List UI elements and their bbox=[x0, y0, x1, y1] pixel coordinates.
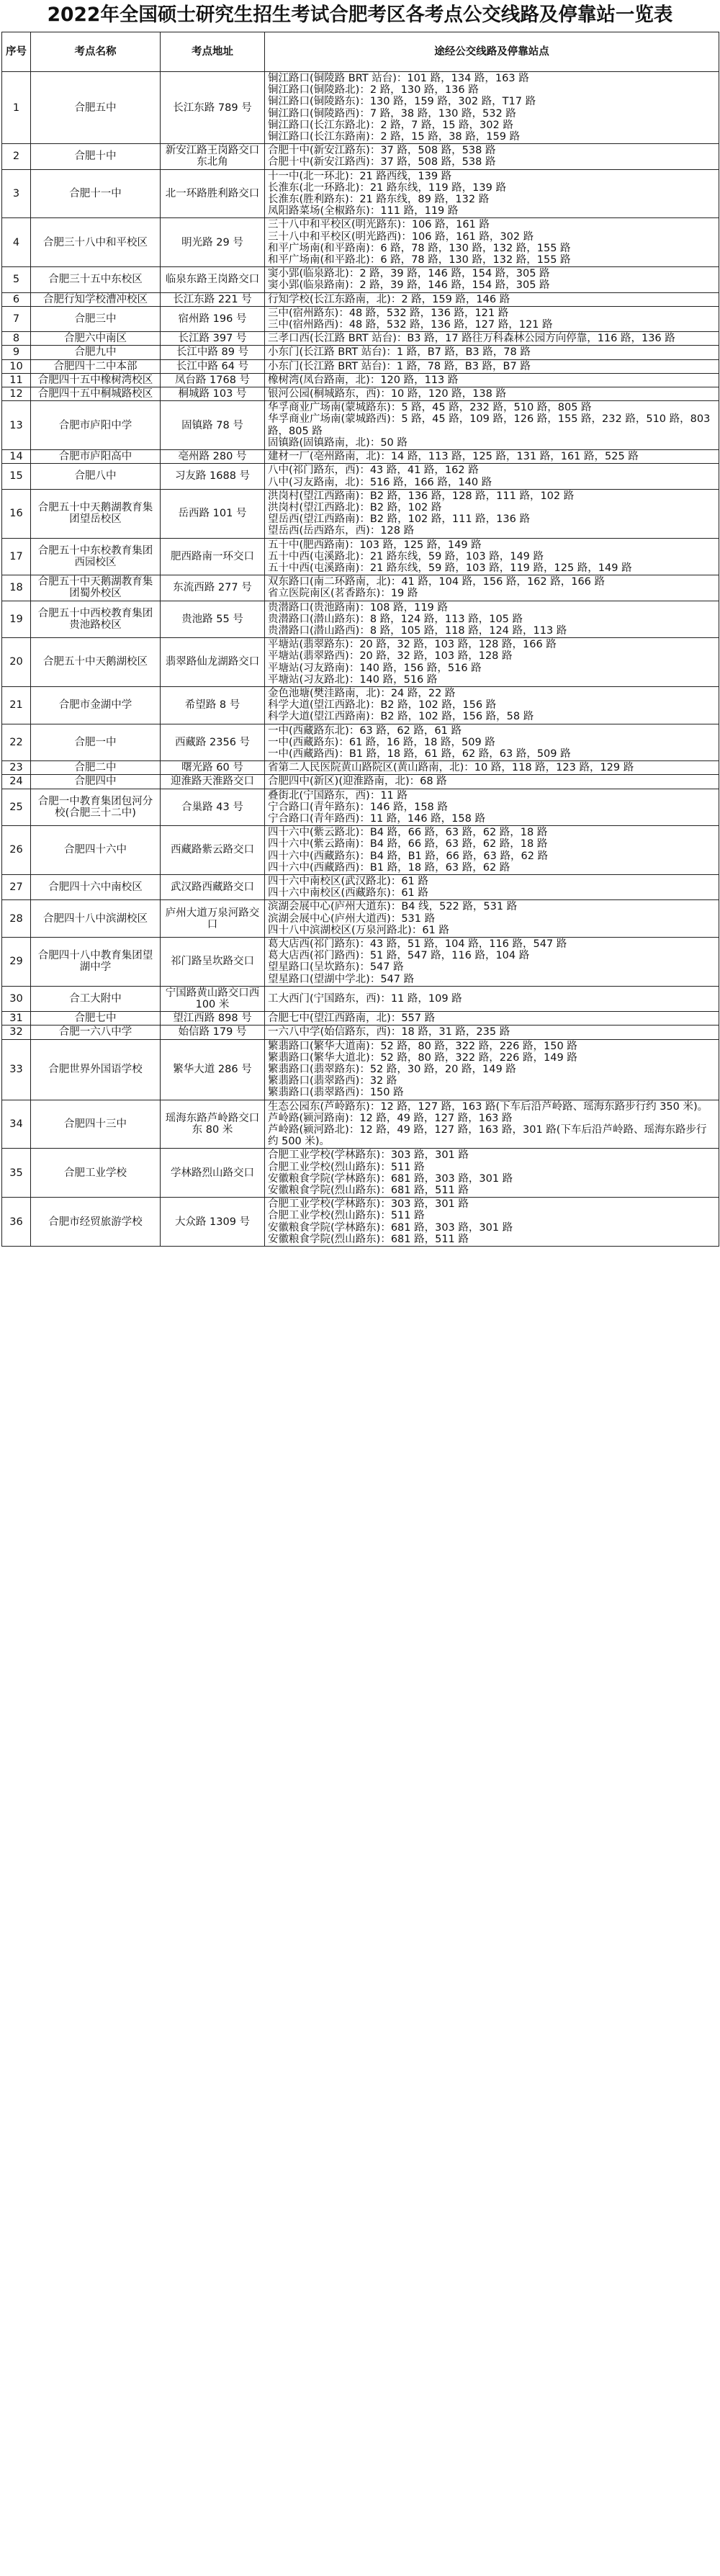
row-number: 13 bbox=[2, 401, 31, 450]
row-number: 32 bbox=[2, 1026, 31, 1039]
row-number: 6 bbox=[2, 292, 31, 306]
bus-route-line: 五十中西(屯溪路南)：21 路东线，59 路，103 路，119 路，125 路，149 路 bbox=[268, 562, 632, 574]
exam-site-name: 合肥五中 bbox=[31, 72, 161, 144]
bus-route-line: 固镇路(固镇路南，北)：50 路 bbox=[268, 436, 408, 449]
bus-route-line: 十一中(北一环北)：21 路西线，139 路 bbox=[268, 170, 452, 182]
exam-site-address: 北一环路胜利路交口 bbox=[161, 169, 265, 218]
table-row bbox=[2, 401, 719, 450]
bus-route-line: 合肥工业学校(学林路东)：303 路，301 路 bbox=[268, 1198, 469, 1211]
header-address: 考点地址 bbox=[161, 32, 265, 72]
bus-routes-cell bbox=[265, 1012, 719, 1026]
row-number: 35 bbox=[2, 1149, 31, 1198]
bus-routes-cell bbox=[265, 306, 719, 331]
exam-site-name: 合肥世界外国语学校 bbox=[31, 1039, 161, 1100]
exam-site-address: 习友路 1688 号 bbox=[161, 464, 265, 489]
bus-route-line: 繁翡路口(翡翠路西)：150 路 bbox=[268, 1087, 404, 1099]
exam-site-name: 合肥四十八中滨湖校区 bbox=[31, 900, 161, 938]
bus-routes-cell bbox=[265, 900, 719, 938]
table-row bbox=[2, 1026, 719, 1039]
bus-route-line: 科学大道(望江西路北)：B2 路，102 路，156 路 bbox=[268, 699, 497, 712]
bus-route-line: 合肥十中(新安江路西)：37 路，508 路，538 路 bbox=[268, 156, 496, 169]
table-row bbox=[2, 72, 719, 144]
bus-route-line: 一中(西藏路东)：61 路，16 路，18 路，509 路 bbox=[268, 736, 495, 748]
exam-site-name: 合肥工业学校 bbox=[31, 1149, 161, 1198]
exam-site-address: 亳州路 280 号 bbox=[161, 450, 265, 464]
bus-route-line: 铜江路口(长江东路北)：2 路，7 路，15 路，302 路 bbox=[268, 119, 513, 131]
row-number: 25 bbox=[2, 789, 31, 826]
exam-site-address: 固镇路 78 号 bbox=[161, 401, 265, 450]
exam-site-name: 合肥七中 bbox=[31, 1012, 161, 1026]
row-number: 19 bbox=[2, 601, 31, 638]
exam-site-address: 迎淮路天淮路交口 bbox=[161, 775, 265, 789]
bus-route-line: 繁翡路口(翡翠路西)：32 路 bbox=[268, 1075, 397, 1087]
exam-site-name: 合肥四十二中本部 bbox=[31, 359, 161, 373]
exam-site-name: 合肥五十中天鹅湖教育集团蜀外校区 bbox=[31, 575, 161, 601]
row-number: 30 bbox=[2, 986, 31, 1011]
table-row bbox=[2, 538, 719, 575]
exam-site-address: 长江中路 89 号 bbox=[161, 346, 265, 359]
bus-route-line: 平塘站(习友路北)：140 路，516 路 bbox=[268, 673, 438, 686]
bus-route-line: 四十六中(紫云路南)：B4 路，66 路，63 路，62 路，18 路 bbox=[268, 838, 548, 851]
bus-route-line: 平塘站(翡翠路西)：20 路，32 路，103 路，128 路 bbox=[268, 650, 513, 663]
bus-routes-cell bbox=[265, 789, 719, 826]
table-row bbox=[2, 218, 719, 267]
bus-route-line: 合肥四中(新区)(迎淮路南，北)：68 路 bbox=[268, 776, 447, 788]
bus-routes-cell bbox=[265, 144, 719, 169]
bus-routes-cell bbox=[265, 938, 719, 987]
row-number: 28 bbox=[2, 900, 31, 938]
bus-route-line: 省立医院南区(茗香路东)：19 路 bbox=[268, 588, 418, 600]
table-row bbox=[2, 292, 719, 306]
bus-route-line: 三中(宿州路西)：48 路，532 路，136 路，127 路，121 路 bbox=[268, 319, 553, 331]
bus-route-line: 合肥工业学校(烈山路东)：511 路 bbox=[268, 1161, 425, 1173]
bus-routes-cell bbox=[265, 761, 719, 775]
table-row bbox=[2, 638, 719, 687]
bus-routes-cell bbox=[265, 538, 719, 575]
exam-site-address: 贵池路 55 号 bbox=[161, 601, 265, 638]
bus-route-line: 四十八中滨湖校区(万泉河路北)：61 路 bbox=[268, 924, 449, 936]
bus-route-line: 建材一厂(亳州路南，北)：14 路，113 路，125 路，131 路，161 路，525 路 bbox=[268, 451, 639, 463]
bus-route-line: 望星路口(呈坎路东)：547 路 bbox=[268, 961, 404, 974]
bus-route-line: 工大西门(宁国路东，西)：11 路，109 路 bbox=[268, 992, 462, 1005]
exam-site-address: 新安江路王岗路交口东北角 bbox=[161, 144, 265, 169]
table-row bbox=[2, 724, 719, 761]
bus-routes-cell bbox=[265, 986, 719, 1011]
bus-routes-cell bbox=[265, 401, 719, 450]
bus-routes-cell bbox=[265, 1198, 719, 1247]
row-number: 2 bbox=[2, 144, 31, 169]
bus-routes-cell bbox=[265, 267, 719, 292]
bus-routes-cell bbox=[265, 826, 719, 875]
bus-route-line: 金色池塘(樊洼路南，北)：24 路，22 路 bbox=[268, 687, 456, 699]
table-row bbox=[2, 489, 719, 538]
bus-route-line: 望岳西(望江西路南)：B2 路，102 路，111 路，136 路 bbox=[268, 513, 530, 526]
bus-route-line: 窦小郢(临泉路南)：2 路，39 路，146 路，154 路，305 路 bbox=[268, 279, 550, 292]
exam-site-name: 合肥九中 bbox=[31, 346, 161, 359]
exam-site-address: 瑶海东路芦岭路交口东 80 米 bbox=[161, 1100, 265, 1149]
exam-site-address: 长江路 397 号 bbox=[161, 332, 265, 346]
row-number: 4 bbox=[2, 218, 31, 267]
bus-route-line: 和平广场南(和平路北)：6 路，78 路，130 路，132 路，155 路 bbox=[268, 254, 571, 266]
table-row bbox=[2, 986, 719, 1011]
bus-route-line: 四十六中南校区(武汉路北)：61 路 bbox=[268, 876, 428, 887]
bus-route-line: 生态公园东(芦岭路东)：12 路，127 路，163 路(下车后沿芦岭路、瑶海东路步行约 350 米)。 bbox=[268, 1100, 708, 1113]
exam-site-address: 曙光路 60 号 bbox=[161, 761, 265, 775]
row-number: 24 bbox=[2, 775, 31, 789]
exam-site-address: 翡翠路仙龙湖路交口 bbox=[161, 638, 265, 687]
bus-route-line: 望岳西(岳西路东，西)：128 路 bbox=[268, 525, 415, 537]
bus-routes-cell bbox=[265, 332, 719, 346]
exam-site-address: 大众路 1309 号 bbox=[161, 1198, 265, 1247]
bus-routes-cell bbox=[265, 72, 719, 144]
bus-route-line: 安徽粮食学院(学林路东)：681 路，303 路，301 路 bbox=[268, 1172, 513, 1185]
row-number: 1 bbox=[2, 72, 31, 144]
row-number: 17 bbox=[2, 538, 31, 575]
exam-site-address: 凤台路 1768 号 bbox=[161, 373, 265, 387]
exam-site-address: 希望路 8 号 bbox=[161, 686, 265, 724]
row-number: 11 bbox=[2, 373, 31, 387]
exam-site-name: 合肥五十中西校教育集团贵池路校区 bbox=[31, 601, 161, 638]
bus-routes-cell bbox=[265, 686, 719, 724]
exam-site-name: 合肥二中 bbox=[31, 761, 161, 775]
table-row bbox=[2, 464, 719, 489]
exam-site-address: 西藏路 2356 号 bbox=[161, 724, 265, 761]
header-name: 考点名称 bbox=[31, 32, 161, 72]
bus-route-line: 橡树湾(凤台路南，北)：120 路，113 路 bbox=[268, 374, 459, 386]
bus-route-line: 合肥十中(新安江路东)：37 路，508 路，538 路 bbox=[268, 145, 496, 157]
exam-site-name: 合肥十中 bbox=[31, 144, 161, 169]
exam-site-name: 合肥四十五中橡树湾校区 bbox=[31, 373, 161, 387]
exam-site-name: 合肥三中 bbox=[31, 306, 161, 331]
bus-route-line: 银河公园(桐城路东，西)：10 路，120 路，138 路 bbox=[268, 388, 506, 400]
row-number: 20 bbox=[2, 638, 31, 687]
bus-route-line: 三十八中和平校区(明光路东)：106 路，161 路 bbox=[268, 219, 490, 231]
bus-route-line: 叠街北(宁国路东，西)：11 路 bbox=[268, 789, 408, 802]
table-row bbox=[2, 1149, 719, 1198]
bus-route-line: 合肥七中(望江西路南，北)：557 路 bbox=[268, 1013, 436, 1025]
bus-route-line: 繁翡路口(繁华大道北)：52 路，80 路，322 路，226 路，149 路 bbox=[268, 1051, 577, 1064]
exam-site-address: 宿州路 196 号 bbox=[161, 306, 265, 331]
exam-site-address: 合巢路 43 号 bbox=[161, 789, 265, 826]
row-number: 22 bbox=[2, 724, 31, 761]
bus-route-line: 平塘站(翡翠路东)：20 路，32 路，103 路，128 路，166 路 bbox=[268, 639, 557, 651]
bus-route-line: 望星路口(望湖中学北)：547 路 bbox=[268, 973, 415, 985]
bus-routes-cell bbox=[265, 1039, 719, 1100]
bus-routes-cell bbox=[265, 464, 719, 489]
exam-site-name: 合肥四十三中 bbox=[31, 1100, 161, 1149]
exam-site-name: 合肥四十八中教育集团望湖中学 bbox=[31, 938, 161, 987]
bus-route-line: 繁翡路口(翡翠路东)：52 路，30 路，20 路，149 路 bbox=[268, 1064, 516, 1076]
bus-routes-cell bbox=[265, 450, 719, 464]
bus-route-line: 安徽粮食学院(烈山路东)：681 路，511 路 bbox=[268, 1185, 469, 1197]
row-number: 10 bbox=[2, 359, 31, 373]
bus-route-line: 洪岗村(望江西路北)：B2 路，102 路 bbox=[268, 501, 442, 513]
table-row bbox=[2, 267, 719, 292]
table-row bbox=[2, 169, 719, 218]
table-row bbox=[2, 686, 719, 724]
table-row bbox=[2, 826, 719, 875]
table-row bbox=[2, 306, 719, 331]
exam-site-name: 合肥行知学校漕冲校区 bbox=[31, 292, 161, 306]
row-number: 21 bbox=[2, 686, 31, 724]
bus-route-line: 铜江路口(铜陵路 BRT 站台)：101 路，134 路，163 路 bbox=[268, 73, 529, 84]
header-no: 序号 bbox=[2, 32, 31, 72]
bus-routes-cell bbox=[265, 775, 719, 789]
bus-route-line: 安徽粮食学院(烈山路东)：681 路，511 路 bbox=[268, 1233, 469, 1245]
exam-site-address: 庐州大道万泉河路交口 bbox=[161, 900, 265, 938]
table-row bbox=[2, 1012, 719, 1026]
table-row bbox=[2, 775, 719, 789]
bus-route-line: 长淮东(北一环路北)：21 路东线，119 路，139 路 bbox=[268, 181, 506, 194]
exam-site-address: 明光路 29 号 bbox=[161, 218, 265, 267]
bus-route-line: 葛大店西(祁门路东)：43 路，51 路，104 路，116 路，547 路 bbox=[268, 938, 567, 951]
row-number: 29 bbox=[2, 938, 31, 987]
exam-site-name: 合肥十一中 bbox=[31, 169, 161, 218]
bus-routes-cell bbox=[265, 373, 719, 387]
bus-routes-cell bbox=[265, 346, 719, 359]
bus-route-line: 滨湖会展中心(庐州大道东)：B4 线，522 路，531 路 bbox=[268, 901, 518, 913]
bus-route-line: 行知学校(长江东路南，北)：2 路，159 路，146 路 bbox=[268, 293, 510, 305]
exam-site-address: 祁门路呈坎路交口 bbox=[161, 938, 265, 987]
exam-site-name: 合肥一中教育集团包河分校(合肥三十二中) bbox=[31, 789, 161, 826]
exam-site-name: 合肥五十中天鹅湖校区 bbox=[31, 638, 161, 687]
exam-site-name: 合肥三十五中东校区 bbox=[31, 267, 161, 292]
bus-route-line: 双东路口(南二环路南，北)：41 路，104 路，156 路，162 路，166 路 bbox=[268, 576, 606, 588]
table-row bbox=[2, 575, 719, 601]
bus-routes-cell bbox=[265, 724, 719, 761]
bus-route-line: 铜江路口(铜陵路东)：130 路，159 路，302 路，T17 路 bbox=[268, 96, 536, 108]
table-row bbox=[2, 144, 719, 169]
bus-route-line: 合肥工业学校(学林路东)：303 路，301 路 bbox=[268, 1149, 469, 1162]
table-row bbox=[2, 1039, 719, 1100]
page-title: 2022年全国硕士研究生招生考试合肥考区各考点公交线路及停靠站一览表 bbox=[47, 4, 673, 26]
table-header-row bbox=[2, 32, 719, 72]
bus-route-line: 三中(宿州路东)：48 路，532 路，136 路，121 路 bbox=[268, 307, 509, 319]
exam-site-address: 宁国路黄山路交口西 100 米 bbox=[161, 986, 265, 1011]
exam-site-address: 西藏路紫云路交口 bbox=[161, 826, 265, 875]
bus-route-line: 合肥工业学校(烈山路东)：511 路 bbox=[268, 1210, 425, 1222]
bus-route-line: 和平广场南(和平路南)：6 路，78 路，130 路，132 路，155 路 bbox=[268, 242, 571, 254]
row-number: 23 bbox=[2, 761, 31, 775]
bus-routes-cell bbox=[265, 1026, 719, 1039]
bus-route-line: 铜江路口(长江东路南)：2 路，15 路，38 路，159 路 bbox=[268, 131, 521, 143]
bus-route-line: 贵潜路口(潜山路东)：8 路，124 路，113 路，105 路 bbox=[268, 613, 523, 625]
bus-routes-cell bbox=[265, 638, 719, 687]
bus-route-line: 华孚商业广场南(蒙城路西)：5 路，45 路，109 路，126 路，155 路，232 路，510 路，803 路，805 路 bbox=[268, 413, 711, 437]
row-number: 12 bbox=[2, 387, 31, 401]
exam-site-name: 合肥四十六中 bbox=[31, 826, 161, 875]
exam-site-address: 长江东路 221 号 bbox=[161, 292, 265, 306]
exam-site-name: 合肥六中南区 bbox=[31, 332, 161, 346]
row-number: 8 bbox=[2, 332, 31, 346]
bus-route-line: 三十八中和平校区(明光路西)：106 路，161 路，302 路 bbox=[268, 230, 534, 243]
bus-route-line: 一中(西藏路西)：B1 路，18 路，61 路，62 路，63 路，509 路 bbox=[268, 748, 571, 760]
exam-site-address: 长江东路 789 号 bbox=[161, 72, 265, 144]
bus-route-line: 繁翡路口(繁华大道南)：52 路，80 路，322 路，226 路，150 路 bbox=[268, 1040, 577, 1052]
exam-site-address: 长江中路 64 号 bbox=[161, 359, 265, 373]
bus-route-line: 凤阳路菜场(全椒路东)：111 路，119 路 bbox=[268, 205, 459, 217]
bus-route-line: 四十六中(西藏路东)：B4 路，B1 路，66 路，63 路，62 路 bbox=[268, 850, 549, 862]
table-row bbox=[2, 875, 719, 900]
bus-route-line: 八中(习友路南，北)：516 路，166 路，140 路 bbox=[268, 476, 492, 488]
bus-route-line: 三孝口西(长江路 BRT 站台)：B3 路，17 路往万科森林公园方向停靠，116 路，136 路 bbox=[268, 333, 675, 345]
table-row bbox=[2, 332, 719, 346]
row-number: 27 bbox=[2, 875, 31, 900]
exam-site-address: 东流西路 277 号 bbox=[161, 575, 265, 601]
bus-route-line: 洪岗村(望江西路南)：B2 路，136 路，128 路，111 路，102 路 bbox=[268, 490, 575, 502]
exam-site-address: 岳西路 101 号 bbox=[161, 489, 265, 538]
row-number: 18 bbox=[2, 575, 31, 601]
row-number: 14 bbox=[2, 450, 31, 464]
table-row bbox=[2, 346, 719, 359]
exam-site-name: 合肥市庐阳高中 bbox=[31, 450, 161, 464]
table-row bbox=[2, 900, 719, 938]
row-number: 34 bbox=[2, 1100, 31, 1149]
exam-site-name: 合肥市庐阳中学 bbox=[31, 401, 161, 450]
bus-route-line: 小东门(长江路 BRT 站台)：1 路，B7 路，B3 路，78 路 bbox=[268, 346, 531, 359]
bus-route-line: 铜江路口(铜陵路西)：7 路，38 路，130 路，532 路 bbox=[268, 107, 516, 120]
bus-routes-cell bbox=[265, 387, 719, 401]
row-number: 5 bbox=[2, 267, 31, 292]
table-row bbox=[2, 938, 719, 987]
bus-route-line: 五十中(肥西路南)：103 路，125 路，149 路 bbox=[268, 539, 482, 551]
bus-route-line: 科学大道(望江西路南)：B2 路，102 路，156 路，58 路 bbox=[268, 711, 534, 723]
exam-site-name: 合肥四十五中桐城路校区 bbox=[31, 387, 161, 401]
bus-routes-cell bbox=[265, 875, 719, 900]
bus-routes-cell bbox=[265, 359, 719, 373]
exam-site-name: 合肥五十中东校教育集团西园校区 bbox=[31, 538, 161, 575]
bus-routes-cell bbox=[265, 601, 719, 638]
bus-route-line: 滨湖会展中心(庐州大道西)：531 路 bbox=[268, 912, 436, 925]
exam-site-address: 繁华大道 286 号 bbox=[161, 1039, 265, 1100]
table-row bbox=[2, 1198, 719, 1247]
bus-routes-cell bbox=[265, 489, 719, 538]
exam-site-address: 学林路烈山路交口 bbox=[161, 1149, 265, 1198]
bus-route-line: 八中(祁门路东，西)：43 路，41 路，162 路 bbox=[268, 465, 479, 477]
exam-site-name: 合肥三十八中和平校区 bbox=[31, 218, 161, 267]
bus-route-line: 四十六中(西藏路西)：B1 路，18 路，63 路，62 路 bbox=[268, 861, 510, 874]
bus-routes-cell bbox=[265, 292, 719, 306]
exam-site-address: 桐城路 103 号 bbox=[161, 387, 265, 401]
bus-routes-table bbox=[1, 32, 719, 1247]
bus-route-line: 平塘站(习友路南)：140 路，156 路，516 路 bbox=[268, 662, 482, 674]
bus-routes-cell bbox=[265, 218, 719, 267]
header-routes: 途经公交线路及停靠站点 bbox=[265, 32, 719, 72]
bus-route-line: 芦岭路(颍河路南)：12 路，49 路，127 路，163 路 bbox=[268, 1112, 513, 1124]
bus-routes-cell bbox=[265, 169, 719, 218]
table-row bbox=[2, 387, 719, 401]
exam-site-address: 望江西路 898 号 bbox=[161, 1012, 265, 1026]
table-row bbox=[2, 359, 719, 373]
row-number: 16 bbox=[2, 489, 31, 538]
bus-route-line: 宁合路口(青年路西)：11 路，146 路，158 路 bbox=[268, 812, 485, 825]
exam-site-name: 合肥一中 bbox=[31, 724, 161, 761]
row-number: 15 bbox=[2, 464, 31, 489]
bus-route-line: 铜江路口(铜陵路北)：2 路，130 路，136 路 bbox=[268, 84, 479, 97]
exam-site-address: 武汉路西藏路交口 bbox=[161, 875, 265, 900]
row-number: 26 bbox=[2, 826, 31, 875]
row-number: 36 bbox=[2, 1198, 31, 1247]
bus-route-line: 宁合路口(青年路东)：146 路，158 路 bbox=[268, 801, 448, 813]
bus-route-line: 贵潜路口(贵池路南)：108 路，119 路 bbox=[268, 601, 448, 614]
bus-route-line: 葛大店西(祁门路西)：51 路，547 路，116 路，104 路 bbox=[268, 950, 530, 962]
row-number: 33 bbox=[2, 1039, 31, 1100]
row-number: 3 bbox=[2, 169, 31, 218]
exam-site-name: 合工大附中 bbox=[31, 986, 161, 1011]
exam-site-name: 合肥四十六中南校区 bbox=[31, 875, 161, 900]
bus-route-line: 四十六中(紫云路北)：B4 路，66 路，63 路，62 路，18 路 bbox=[268, 827, 548, 839]
table-row bbox=[2, 789, 719, 826]
table-row bbox=[2, 1100, 719, 1149]
bus-routes-cell bbox=[265, 1100, 719, 1149]
bus-route-line: 省第二人民医院黄山路院区(黄山路南，北)：10 路，118 路，123 路，129 路 bbox=[268, 762, 634, 774]
exam-site-address: 始信路 179 号 bbox=[161, 1026, 265, 1039]
bus-routes-cell bbox=[265, 575, 719, 601]
exam-site-name: 合肥市金湖中学 bbox=[31, 686, 161, 724]
table-body bbox=[2, 72, 719, 1247]
table-row bbox=[2, 601, 719, 638]
table-row bbox=[2, 450, 719, 464]
bus-route-line: 窦小郢(临泉路北)：2 路，39 路，146 路，154 路，305 路 bbox=[268, 268, 550, 280]
bus-route-line: 四十六中南校区(西藏路东)：61 路 bbox=[268, 887, 428, 899]
bus-route-line: 五十中西(屯溪路北)：21 路东线，59 路，103 路，149 路 bbox=[268, 550, 544, 562]
bus-route-line: 长淮东(胜利路东)：21 路东线，89 路，132 路 bbox=[268, 194, 490, 206]
bus-route-line: 一中(西藏路东北)：63 路，62 路，61 路 bbox=[268, 724, 462, 737]
exam-site-name: 合肥五十中天鹅湖教育集团望岳校区 bbox=[31, 489, 161, 538]
bus-route-line: 芦岭路(颍河路北)：12 路，49 路，127 路，163 路，301 路(下车后沿芦岭路、瑶海东路步行约 500 米)。 bbox=[268, 1124, 707, 1148]
bus-route-line: 一六八中学(始信路东，西)：18 路，31 路，235 路 bbox=[268, 1026, 510, 1038]
page bbox=[0, 0, 720, 1247]
bus-route-line: 小东门(长江路 BRT 站台)：1 路，78 路，B3 路，B7 路 bbox=[268, 360, 531, 372]
row-number: 31 bbox=[2, 1012, 31, 1026]
exam-site-name: 合肥一六八中学 bbox=[31, 1026, 161, 1039]
exam-site-address: 肥西路南一环交口 bbox=[161, 538, 265, 575]
bus-routes-cell bbox=[265, 1149, 719, 1198]
row-number: 9 bbox=[2, 346, 31, 359]
row-number: 7 bbox=[2, 306, 31, 331]
bus-route-line: 华孚商业广场南(蒙城路东)：5 路，45 路，232 路，510 路，805 路 bbox=[268, 402, 592, 414]
exam-site-address: 临泉东路王岗路交口 bbox=[161, 267, 265, 292]
exam-site-name: 合肥市经贸旅游学校 bbox=[31, 1198, 161, 1247]
exam-site-name: 合肥四中 bbox=[31, 775, 161, 789]
bus-route-line: 安徽粮食学院(学林路东)：681 路，303 路，301 路 bbox=[268, 1221, 513, 1234]
table-row bbox=[2, 761, 719, 775]
bus-route-line: 贵潜路口(潜山路西)：8 路，105 路，118 路，124 路，113 路 bbox=[268, 624, 567, 637]
table-row bbox=[2, 373, 719, 387]
exam-site-name: 合肥八中 bbox=[31, 464, 161, 489]
